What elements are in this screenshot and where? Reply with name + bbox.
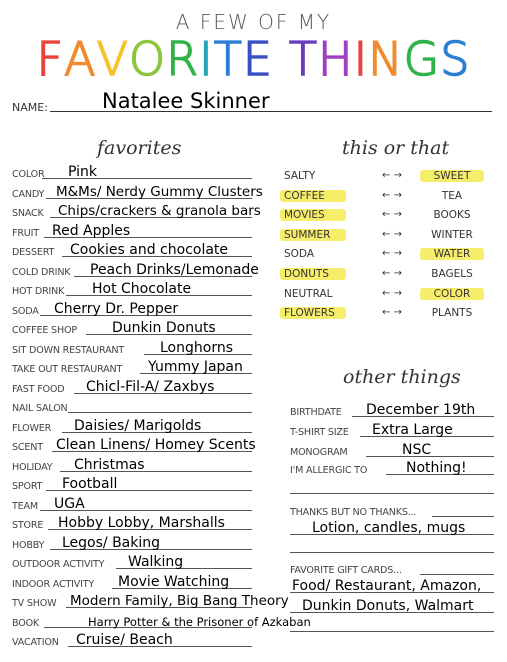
favorite-label: FAST FOOD <box>12 383 65 395</box>
monogram-value: NSC <box>402 442 432 458</box>
arrows-icon: ← → <box>382 268 402 279</box>
this-or-that-heading: this or that <box>342 137 450 159</box>
favorite-label: SNACK <box>12 208 44 219</box>
favorite-label: OUTDOOR ACTIVITY <box>12 559 105 570</box>
favorite-row <box>12 593 289 609</box>
this-or-that-right: WINTER <box>431 228 473 241</box>
title-letter: T <box>213 32 243 86</box>
favorite-value: Movie Watching <box>118 573 230 590</box>
title-letter: S <box>440 32 471 86</box>
favorite-row <box>12 418 252 434</box>
favorite-value: Walking <box>128 554 184 570</box>
title-letter: E <box>242 32 273 86</box>
favorites-heading: favorites <box>97 137 182 159</box>
arrows-icon: ← → <box>382 189 402 201</box>
favorite-label: FRUIT <box>12 227 39 239</box>
thanks-value: Lotion, candles, mugs <box>312 520 466 536</box>
gift-cards-extra-line <box>290 631 494 632</box>
favorite-label: HOLIDAY <box>12 461 53 473</box>
favorite-value: Christmas <box>74 456 145 473</box>
favorite-value: Pink <box>68 164 98 180</box>
favorite-value: Cruise/ Beach <box>76 632 173 648</box>
favorite-row <box>12 203 261 219</box>
this-or-that-left: COFFEE <box>280 190 346 202</box>
favorite-value: UGA <box>54 495 85 512</box>
favorite-underline <box>68 412 252 413</box>
name-label: NAME: <box>12 101 48 114</box>
favorite-row <box>12 515 252 531</box>
favorite-value: Peach Drinks/Lemonade <box>90 261 259 278</box>
birthdate-value: December 19th <box>366 402 476 418</box>
favorite-value: Harry Potter & the Prisoner of Azkaban <box>88 614 311 629</box>
favorite-value: Chips/crackers & granola bars <box>58 203 261 219</box>
allergic-value: Nothing! <box>406 460 467 476</box>
favorite-value: Yummy Japan <box>148 359 243 375</box>
favorite-row <box>12 359 252 375</box>
title-letter: H <box>318 32 354 86</box>
favorite-row <box>12 340 252 356</box>
favorite-label: SCENT <box>12 442 43 453</box>
favorite-label: NAIL SALON <box>12 403 68 414</box>
other-things-heading: other things <box>343 366 461 388</box>
favorite-label: INDOOR ACTIVITY <box>12 578 95 590</box>
this-or-that-left: NEUTRAL <box>284 287 333 300</box>
favorite-label: COFFEE SHOP <box>12 325 77 336</box>
favorite-row <box>12 496 252 512</box>
favorite-row <box>12 457 252 473</box>
favorite-value: Football <box>62 476 118 492</box>
gift-cards-label: FAVORITE GIFT CARDS... <box>290 565 402 576</box>
gift-cards-answer-1 <box>290 576 494 594</box>
favorite-row <box>12 281 252 297</box>
allergic-field <box>290 458 494 476</box>
favorite-row <box>12 437 256 453</box>
favorite-value: Cherry Dr. Pepper <box>54 300 179 317</box>
favorite-label: HOT DRINK <box>12 286 65 297</box>
favorite-label: TAKE OUT RESTAURANT <box>12 364 123 375</box>
favorite-value: Hot Chocolate <box>92 281 192 297</box>
thanks-answer <box>290 518 494 536</box>
arrows-icon: ← → <box>382 248 402 260</box>
favorite-value: Clean Linens/ Homey Scents <box>56 437 256 453</box>
favorite-value: Modern Family, Big Bang Theory <box>70 593 289 609</box>
birthdate-label: BIRTHDATE <box>290 407 342 418</box>
title-letter: R <box>166 32 200 86</box>
allergic-label: I'M ALLERGIC TO <box>290 465 368 476</box>
favorite-label: STORE <box>12 520 44 531</box>
favorite-row <box>12 632 252 648</box>
favorite-row <box>12 574 252 590</box>
this-or-that-left: SODA <box>284 248 315 261</box>
header-subtitle: A FEW OF MY <box>175 10 332 34</box>
favorite-label: COLD DRINK <box>12 266 71 278</box>
favorite-label: TEAM <box>12 500 38 512</box>
thanks-field <box>290 500 494 518</box>
favorite-row <box>12 320 252 336</box>
tshirt-field <box>290 420 494 438</box>
favorite-label: HOBBY <box>12 539 45 551</box>
favorite-row <box>12 242 252 258</box>
favorite-label: BOOK <box>12 617 40 629</box>
this-or-that-left: MOVIES <box>280 209 346 221</box>
favorite-label: SODA <box>12 305 39 317</box>
title-letter: G <box>403 32 441 86</box>
title-letter: O <box>128 32 167 86</box>
favorite-label: SPORT <box>12 481 43 492</box>
this-or-that-left: SALTY <box>284 170 316 182</box>
favorite-row <box>12 164 252 180</box>
title-letter: I <box>353 32 369 86</box>
favorite-row <box>12 261 259 278</box>
arrows-icon: ← → <box>382 307 402 319</box>
favorite-value: Chicl-Fil-A/ Zaxbys <box>86 378 215 395</box>
favorite-row <box>12 398 252 414</box>
this-or-that-right: BOOKS <box>433 209 471 222</box>
favorite-value: Cookies and chocolate <box>70 242 229 258</box>
gift-cards-answer-2 <box>290 596 494 614</box>
name-value: Natalee Skinner <box>102 89 270 113</box>
monogram-label: MONOGRAM <box>290 447 348 458</box>
favorite-row <box>12 554 252 570</box>
this-or-that-right: PLANTS <box>431 307 473 320</box>
favorite-label: COLOR <box>12 169 45 180</box>
favorite-row <box>12 183 263 200</box>
this-or-that-left: FLOWERS <box>280 307 346 319</box>
title-letter: F <box>36 32 64 86</box>
arrows-icon: ← → <box>382 170 402 181</box>
thanks-extra-line <box>290 552 494 553</box>
favorite-row <box>12 301 252 317</box>
arrows-icon: ← → <box>382 228 402 240</box>
favorite-row <box>12 535 252 551</box>
favorite-row <box>12 476 252 492</box>
title-letter: N <box>368 32 404 86</box>
favorite-label: DESSERT <box>12 247 55 258</box>
gift-cards-value-2: Dunkin Donuts, Walmart <box>302 598 474 614</box>
this-or-that-right: COLOR <box>420 288 484 300</box>
tshirt-value: Extra Large <box>372 422 453 438</box>
tshirt-label: T-SHIRT SIZE <box>290 427 349 438</box>
title-letter: T <box>288 32 318 86</box>
page-title <box>0 32 507 86</box>
this-or-that-left: DONUTS <box>280 268 346 280</box>
thanks-label: THANKS BUT NO THANKS... <box>290 507 417 518</box>
this-or-that-right: BAGELS <box>431 268 473 280</box>
gift-cards-field <box>290 558 494 576</box>
this-or-that-left: SUMMER <box>280 229 346 241</box>
title-letter: A <box>64 32 97 86</box>
arrows-icon: ← → <box>382 209 402 221</box>
title-letter: I <box>199 32 214 86</box>
monogram-field <box>290 440 494 458</box>
arrows-icon: ← → <box>382 287 402 299</box>
favorite-value: M&Ms/ Nerdy Gummy Clusters <box>56 183 263 200</box>
favorite-row <box>12 223 252 239</box>
favorite-value: Hobby Lobby, Marshalls <box>58 515 225 531</box>
birthdate-field <box>290 400 494 418</box>
title-letter: V <box>96 32 129 86</box>
this-or-that-right: SWEET <box>420 170 484 182</box>
allergic-extra-line <box>290 493 494 494</box>
favorite-row <box>12 613 311 629</box>
favorite-value: Longhorns <box>160 339 233 356</box>
thanks-underline <box>432 516 494 517</box>
this-or-that-right: WATER <box>420 248 484 260</box>
this-or-that-right: TEA <box>441 189 463 202</box>
name-field <box>12 88 492 114</box>
favorite-row <box>12 379 252 395</box>
favorite-value: Dunkin Donuts <box>112 320 216 336</box>
favorite-value: Red Apples <box>52 222 131 239</box>
favorite-label: CANDY <box>12 188 45 200</box>
favorite-value: Legos/ Baking <box>62 534 161 551</box>
favorite-value: Daisies/ Marigolds <box>74 417 202 434</box>
favorite-label: TV SHOW <box>12 598 57 609</box>
favorite-label: SIT DOWN RESTAURANT <box>12 344 125 356</box>
gift-cards-value-1: Food/ Restaurant, Amazon, <box>292 578 482 594</box>
favorite-label: VACATION <box>12 637 59 648</box>
gift-cards-underline <box>420 574 494 575</box>
favorite-label: FLOWER <box>12 422 52 434</box>
